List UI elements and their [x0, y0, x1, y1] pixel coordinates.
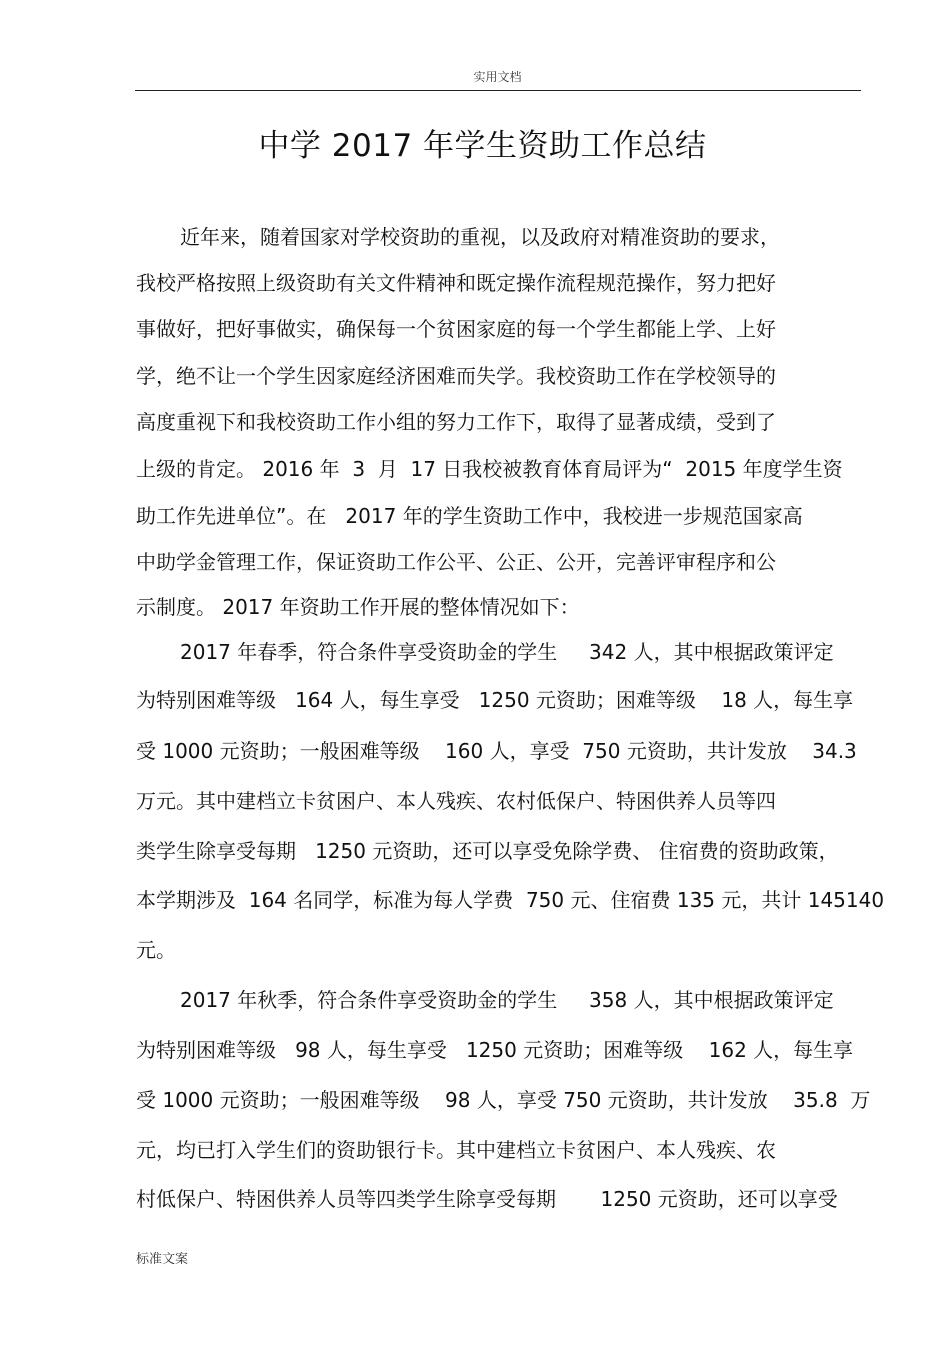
- paragraph-line: 为特别困难等级 164 人，每生享受 1250 元资助；困难等级 18 人，每生享: [136, 688, 854, 712]
- paragraph-line: 为特别困难等级 98 人，每生享受 1250 元资助；困难等级 162 人，每生享: [136, 1038, 854, 1062]
- paragraph-line: 助工作先进单位”。在 2017 年的学生资助工作中，我校进一步规范国家高: [136, 504, 803, 528]
- paragraph-line: 类学生除享受每期 1250 元资助，还可以享受免除学费、 住宿费的资助政策，: [136, 839, 839, 863]
- page-header-label: 实用文档: [473, 70, 522, 84]
- paragraph-line: 高度重视下和我校资助工作小组的努力工作下，取得了显著成绩，受到了: [136, 410, 776, 434]
- paragraph-line: 2017 年秋季，符合条件享受资助金的学生 358 人，其中根据政策评定: [180, 988, 834, 1012]
- page-footer-label: 标准文案: [136, 1252, 189, 1267]
- paragraph-line: 万元。其中建档立卡贫困户、本人残疾、农村低保户、特困供养人员等四: [136, 789, 776, 813]
- paragraph-line: 受 1000 元资助；一般困难等级 160 人，享受 750 元资助，共计发放 34.3: [136, 739, 857, 763]
- paragraph-line: 本学期涉及 164 名同学，标准为每人学费 750 元、住宿费 135 元，共计 145140: [136, 888, 885, 912]
- header-rule: [135, 90, 861, 91]
- paragraph-line: 元，均已打入学生们的资助银行卡。其中建档立卡贫困户、本人残疾、农: [136, 1138, 776, 1162]
- paragraph-line: 示制度。 2017 年资助工作开展的整体情况如下：: [136, 595, 580, 619]
- paragraph-line: 受 1000 元资助；一般困难等级 98 人，享受 750 元资助，共计发放 35.8 万: [136, 1088, 871, 1112]
- paragraph-line: 学，绝不让一个学生因家庭经济困难而失学。我校资助工作在学校领导的: [136, 364, 776, 388]
- paragraph-line: 中助学金管理工作，保证资助工作公平、公正、公开，完善评审程序和公: [136, 550, 776, 574]
- paragraph-line: 元。: [136, 938, 176, 962]
- paragraph-line: 近年来，随着国家对学校资助的重视，以及政府对精准资助的要求，: [180, 225, 780, 249]
- paragraph-line: 我校严格按照上级资助有关文件精神和既定操作流程规范操作，努力把好: [136, 271, 776, 295]
- paragraph-line: 2017 年春季，符合条件享受资助金的学生 342 人，其中根据政策评定: [180, 640, 834, 664]
- paragraph-line: 村低保户、特困供养人员等四类学生除享受每期 1250 元资助，还可以享受: [136, 1187, 838, 1211]
- paragraph-line: 事做好，把好事做实，确保每一个贫困家庭的每一个学生都能上学、上好: [136, 317, 776, 341]
- paragraph-line: 上级的肯定。 2016 年 3 月 17 日我校被教育体育局评为“ 2015 年度学生资: [136, 457, 843, 481]
- document-title: 中学 2017 年学生资助工作总结: [258, 128, 707, 164]
